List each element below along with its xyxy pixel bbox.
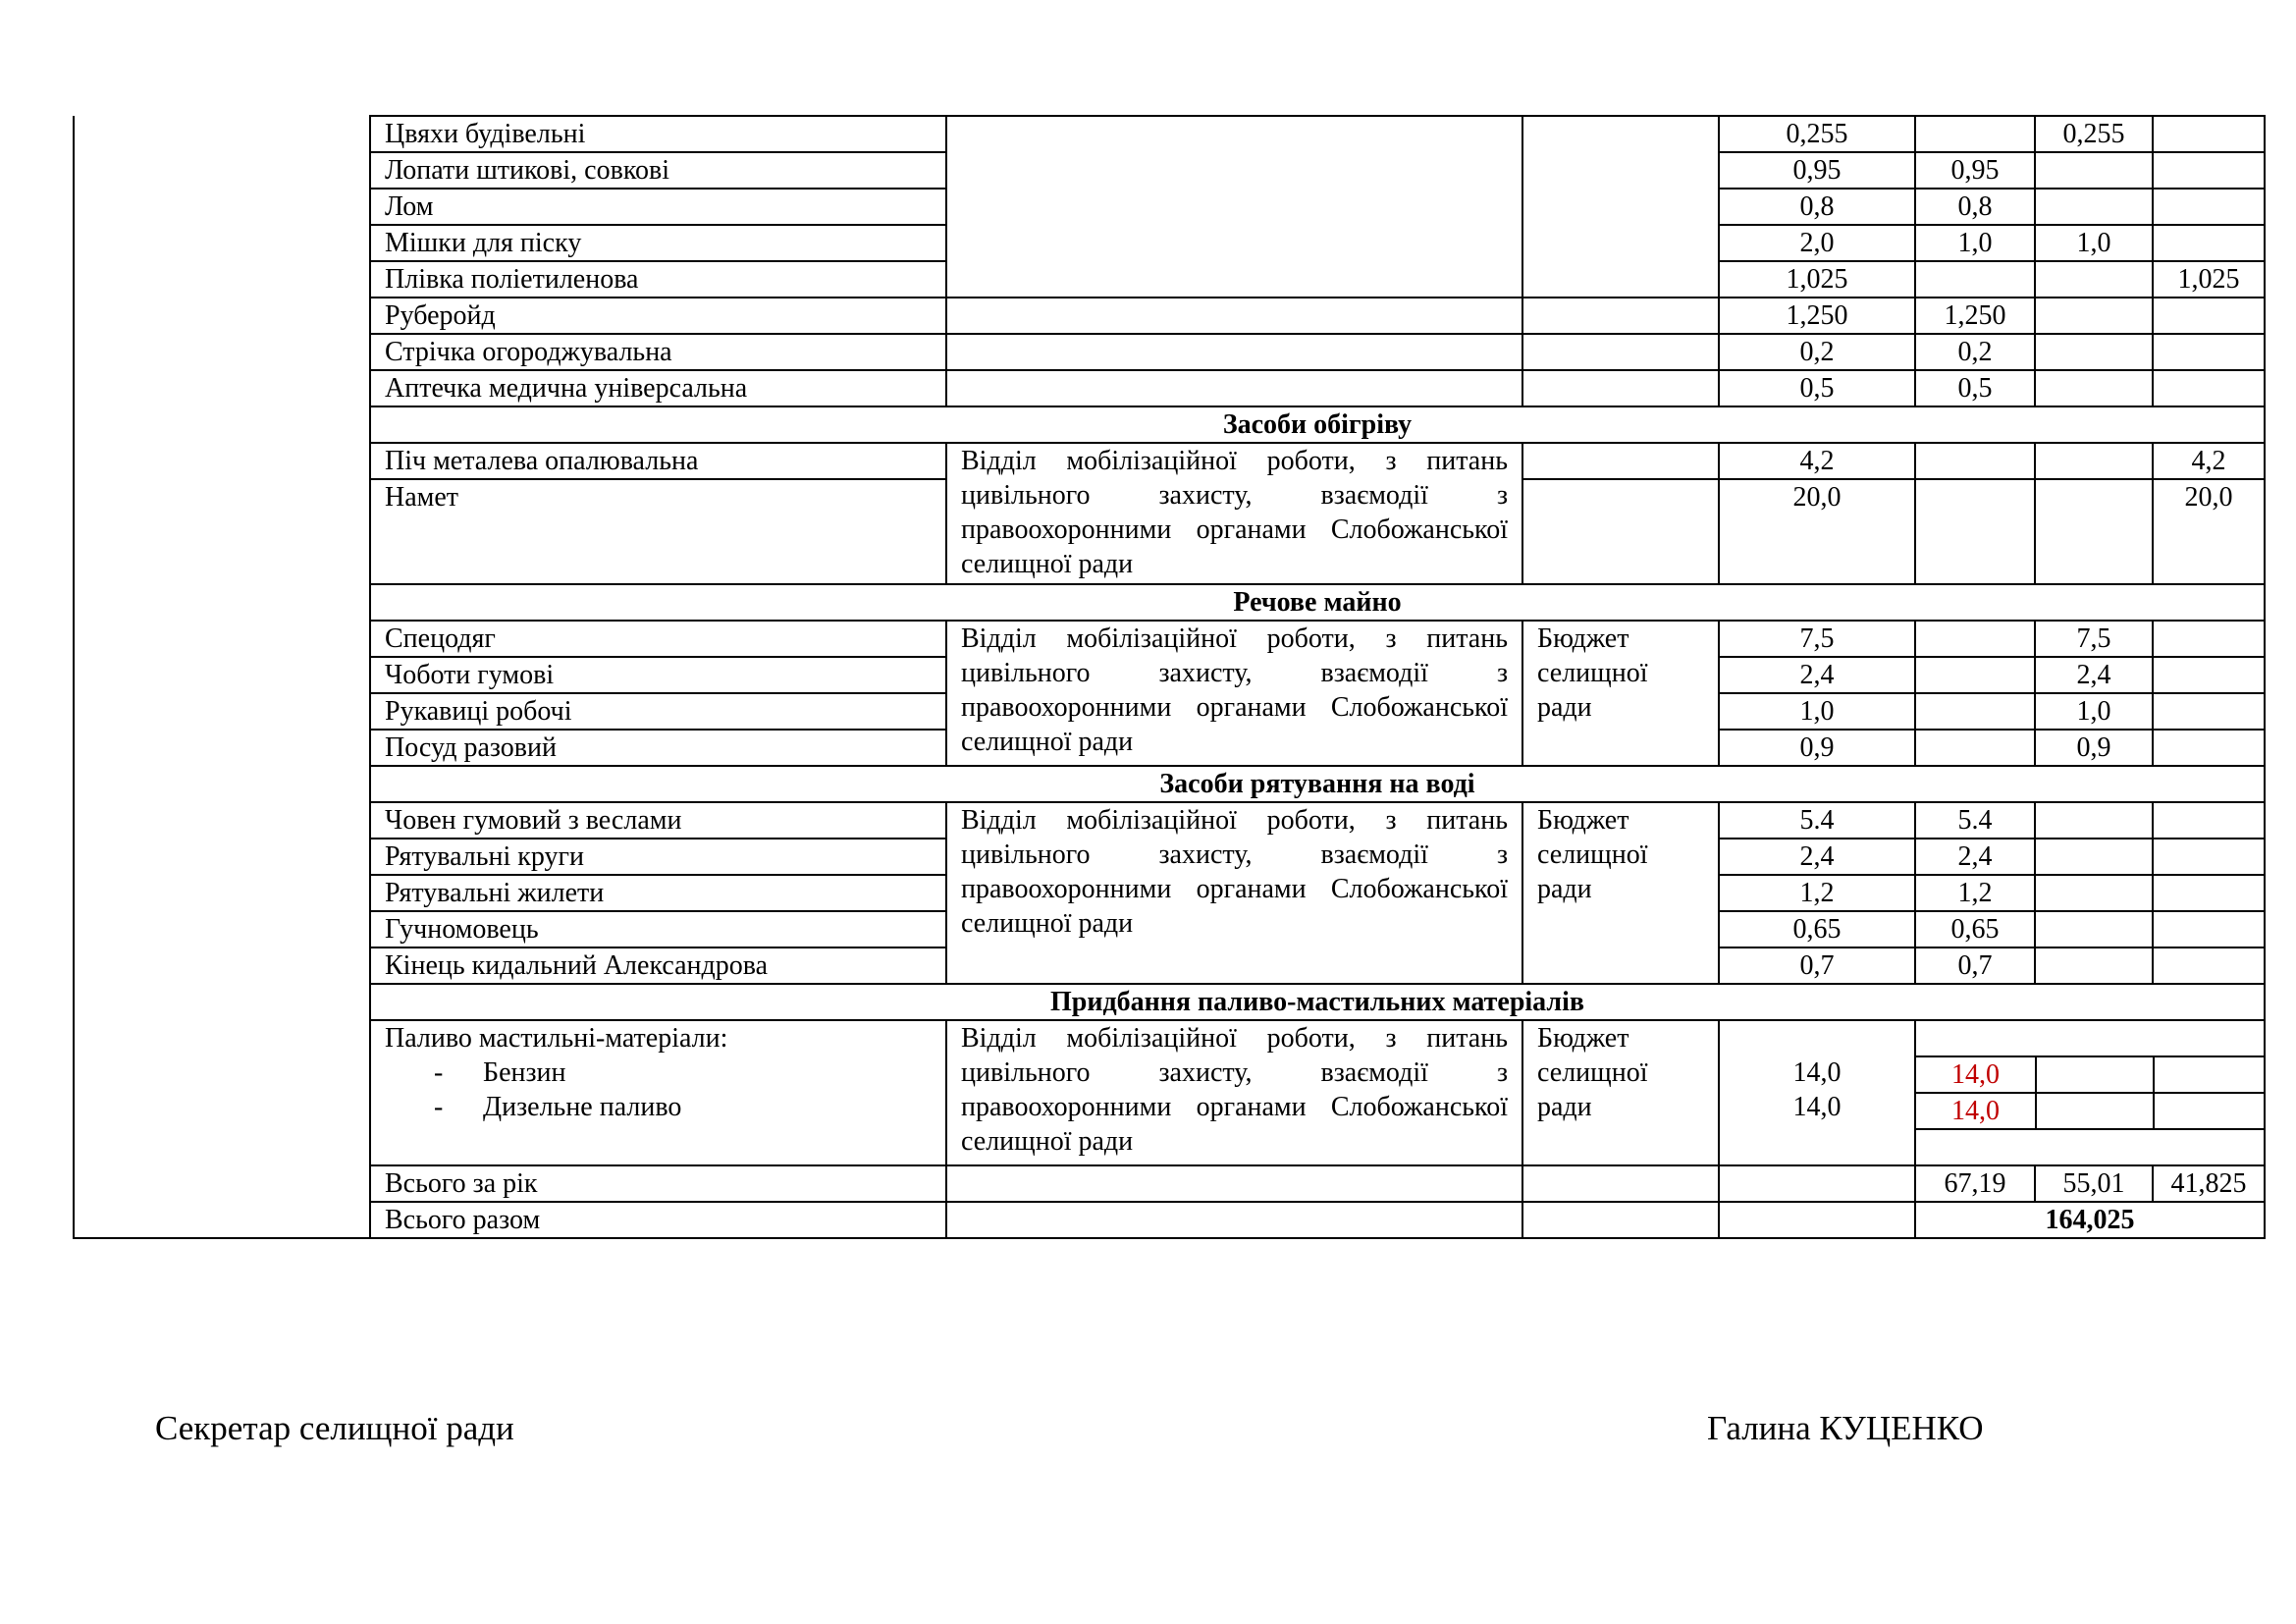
table-row <box>74 802 2265 839</box>
fuel-year-1: 14,0 <box>1916 1093 2036 1129</box>
item-name: Намет <box>370 479 946 584</box>
item-year-3 <box>2153 730 2265 766</box>
item-year-1 <box>1915 261 2035 298</box>
fuel-item-total: 14,0 <box>1792 1092 1842 1122</box>
item-name: Човен гумовий з веслами <box>370 802 946 839</box>
executor-cell <box>946 298 1522 334</box>
item-year-1 <box>1915 479 2035 584</box>
blank-cell <box>1916 1129 2265 1164</box>
empty-cell <box>1522 1165 1719 1202</box>
budget-table <box>73 115 2266 1239</box>
item-year-1: 5.4 <box>1915 802 2035 839</box>
fuel-item-total: 14,0 <box>1792 1057 1842 1088</box>
fuel-name-cell <box>370 1020 946 1165</box>
item-year-3 <box>2153 334 2265 370</box>
item-year-1 <box>1915 657 2035 693</box>
executor-text: Відділ мобілізаційної роботи, з питань цивільного захисту, взаємодії з правоохоронними органами Слобожанської селищної ради <box>946 621 1522 766</box>
item-year-2 <box>2035 261 2153 298</box>
item-name: Стрічка огороджувальна <box>370 334 946 370</box>
item-year-2 <box>2035 443 2153 479</box>
item-year-2 <box>2035 189 2153 225</box>
executor-cell <box>946 334 1522 370</box>
item-name: Лопати штикові, совкові <box>370 152 946 189</box>
grand-total-row <box>74 1202 2265 1238</box>
item-total: 0,255 <box>1719 116 1915 152</box>
fuel-list <box>385 1056 932 1124</box>
item-year-3 <box>2153 693 2265 730</box>
executor-text: Відділ мобілізаційної роботи, з питань цивільного захисту, взаємодії з правоохоронними органами Слобожанської селищної ради <box>946 1020 1522 1165</box>
item-total: 1,250 <box>1719 298 1915 334</box>
item-year-3 <box>2153 189 2265 225</box>
item-year-3 <box>2153 802 2265 839</box>
item-year-2 <box>2035 152 2153 189</box>
item-name: Аптечка медична універсальна <box>370 370 946 406</box>
item-name: Чоботи гумові <box>370 657 946 693</box>
empty-cell <box>1719 1165 1915 1202</box>
item-year-3 <box>2153 657 2265 693</box>
empty-cell <box>946 1202 1522 1238</box>
item-year-2 <box>2035 875 2153 911</box>
item-total: 0,5 <box>1719 370 1915 406</box>
source-text: Бюджет селищної ради <box>1522 621 1719 766</box>
item-year-3 <box>2153 875 2265 911</box>
total-year-1: 67,19 <box>1915 1165 2035 1202</box>
item-year-1 <box>1915 693 2035 730</box>
item-total: 2,0 <box>1719 225 1915 261</box>
item-year-2 <box>2035 334 2153 370</box>
total-year-2: 55,01 <box>2035 1165 2153 1202</box>
item-name: Мішки для піску <box>370 225 946 261</box>
item-name: Цвяхи будівельні <box>370 116 946 152</box>
item-total: 1,025 <box>1719 261 1915 298</box>
item-year-2 <box>2035 911 2153 947</box>
signature-position: Секретар селищної ради <box>155 1409 514 1447</box>
item-year-3 <box>2153 370 2265 406</box>
source-cell <box>1522 479 1719 584</box>
item-total: 2,4 <box>1719 839 1915 875</box>
item-year-1: 0,8 <box>1915 189 2035 225</box>
empty-cell <box>1522 1202 1719 1238</box>
outer-left-column <box>74 116 370 1238</box>
item-total: 0,7 <box>1719 947 1915 984</box>
item-year-2 <box>2035 370 2153 406</box>
blank-line <box>1724 1021 1910 1056</box>
item-name: Лом <box>370 189 946 225</box>
section-heading-fuel: Придбання паливо-мастильних матеріалів <box>370 984 2265 1020</box>
executor-text: Відділ мобілізаційної роботи, з питань цивільного захисту, взаємодії з правоохоронними органами Слобожанської селищної ради <box>946 443 1522 584</box>
item-total: 5.4 <box>1719 802 1915 839</box>
item-year-2: 0,9 <box>2035 730 2153 766</box>
fuel-year-1: 14,0 <box>1916 1056 2036 1093</box>
item-year-2 <box>2035 947 2153 984</box>
fuel-year-2 <box>2036 1056 2154 1093</box>
source-text: Бюджет селищної ради <box>1522 802 1719 984</box>
item-name: Гучномовець <box>370 911 946 947</box>
total-row <box>74 1165 2265 1202</box>
item-year-3 <box>2153 225 2265 261</box>
source-text: Бюджет селищної ради <box>1522 1020 1719 1165</box>
item-name: Посуд разовий <box>370 730 946 766</box>
grand-total-label: Всього разом <box>370 1202 946 1238</box>
item-total: 1,2 <box>1719 875 1915 911</box>
item-year-3 <box>2153 947 2265 984</box>
item-year-2 <box>2035 802 2153 839</box>
item-year-1: 0,65 <box>1915 911 2035 947</box>
source-cell <box>1522 370 1719 406</box>
item-name: Рятувальні круги <box>370 839 946 875</box>
item-year-1 <box>1915 443 2035 479</box>
section-heading-property: Речове майно <box>370 584 2265 621</box>
item-year-1: 2,4 <box>1915 839 2035 875</box>
item-year-3 <box>2153 839 2265 875</box>
item-year-2 <box>2035 839 2153 875</box>
signature-name: Галина КУЦЕНКО <box>1707 1409 1984 1447</box>
fuel-years-grid <box>1916 1021 2265 1164</box>
item-total: 2,4 <box>1719 657 1915 693</box>
item-year-1: 0,2 <box>1915 334 2035 370</box>
table-row <box>74 443 2265 479</box>
source-cell <box>1522 116 1719 298</box>
item-total: 20,0 <box>1719 479 1915 584</box>
dash-marker: - <box>434 1092 444 1122</box>
fuel-year-3 <box>2154 1093 2265 1129</box>
source-cell <box>1522 443 1719 479</box>
item-year-1: 1,2 <box>1915 875 2035 911</box>
fuel-item-name: Дизельне паливо <box>483 1092 682 1122</box>
item-year-2: 2,4 <box>2035 657 2153 693</box>
table-row <box>74 621 2265 657</box>
fuel-header: Паливо мастильні-матеріали: <box>385 1023 728 1054</box>
item-name: Кінець кидальний Александрова <box>370 947 946 984</box>
section-heading-heating: Засоби обігріву <box>370 406 2265 443</box>
executor-cell <box>946 370 1522 406</box>
item-year-3 <box>2153 152 2265 189</box>
section-row <box>74 406 2265 443</box>
item-year-1: 0,7 <box>1915 947 2035 984</box>
section-row <box>74 984 2265 1020</box>
item-year-1 <box>1915 621 2035 657</box>
item-name: Руберойд <box>370 298 946 334</box>
item-total: 0,9 <box>1719 730 1915 766</box>
item-year-2: 1,0 <box>2035 225 2153 261</box>
total-year-3: 41,825 <box>2153 1165 2265 1202</box>
item-total: 4,2 <box>1719 443 1915 479</box>
item-year-2 <box>2035 298 2153 334</box>
item-total: 0,8 <box>1719 189 1915 225</box>
section-row <box>74 584 2265 621</box>
item-name: Рукавиці робочі <box>370 693 946 730</box>
item-year-1: 1,0 <box>1915 225 2035 261</box>
list-item <box>385 1056 932 1090</box>
item-total: 0,95 <box>1719 152 1915 189</box>
fuel-total-cell <box>1719 1020 1915 1165</box>
item-total: 0,2 <box>1719 334 1915 370</box>
fuel-item-name: Бензин <box>483 1057 566 1088</box>
item-year-1: 1,250 <box>1915 298 2035 334</box>
source-cell <box>1522 334 1719 370</box>
item-year-3: 1,025 <box>2153 261 2265 298</box>
empty-cell <box>946 1165 1522 1202</box>
item-year-1 <box>1915 730 2035 766</box>
table-row <box>74 334 2265 370</box>
item-total: 0,65 <box>1719 911 1915 947</box>
table-row <box>74 298 2265 334</box>
item-year-2: 0,255 <box>2035 116 2153 152</box>
item-total: 7,5 <box>1719 621 1915 657</box>
item-name: Плівка поліетиленова <box>370 261 946 298</box>
section-row <box>74 766 2265 802</box>
fuel-year-2 <box>2036 1093 2154 1129</box>
item-year-1: 0,95 <box>1915 152 2035 189</box>
item-year-1 <box>1915 116 2035 152</box>
table-row <box>74 1020 2265 1165</box>
executor-text: Відділ мобілізаційної роботи, з питань цивільного захисту, взаємодії з правоохоронними органами Слобожанської селищної ради <box>946 802 1522 984</box>
fuel-years-cell <box>1915 1020 2265 1165</box>
item-year-3 <box>2153 911 2265 947</box>
table-row <box>74 116 2265 152</box>
item-name: Рятувальні жилети <box>370 875 946 911</box>
blank-cell <box>1916 1021 2265 1056</box>
source-cell <box>1522 298 1719 334</box>
executor-cell <box>946 116 1522 298</box>
item-year-2: 1,0 <box>2035 693 2153 730</box>
item-name: Піч металева опалювальна <box>370 443 946 479</box>
item-name: Спецодяг <box>370 621 946 657</box>
item-year-3: 20,0 <box>2153 479 2265 584</box>
item-year-3 <box>2153 621 2265 657</box>
item-total: 1,0 <box>1719 693 1915 730</box>
item-year-2: 7,5 <box>2035 621 2153 657</box>
section-heading-water: Засоби рятування на воді <box>370 766 2265 802</box>
item-year-3: 4,2 <box>2153 443 2265 479</box>
empty-cell <box>1719 1202 1915 1238</box>
table-row <box>74 370 2265 406</box>
grand-total-value: 164,025 <box>1915 1202 2265 1238</box>
item-year-2 <box>2035 479 2153 584</box>
dash-marker: - <box>434 1057 444 1088</box>
total-year-label: Всього за рік <box>370 1165 946 1202</box>
fuel-year-3 <box>2154 1056 2265 1093</box>
item-year-3 <box>2153 298 2265 334</box>
item-year-1: 0,5 <box>1915 370 2035 406</box>
item-year-3 <box>2153 116 2265 152</box>
list-item <box>385 1090 932 1124</box>
